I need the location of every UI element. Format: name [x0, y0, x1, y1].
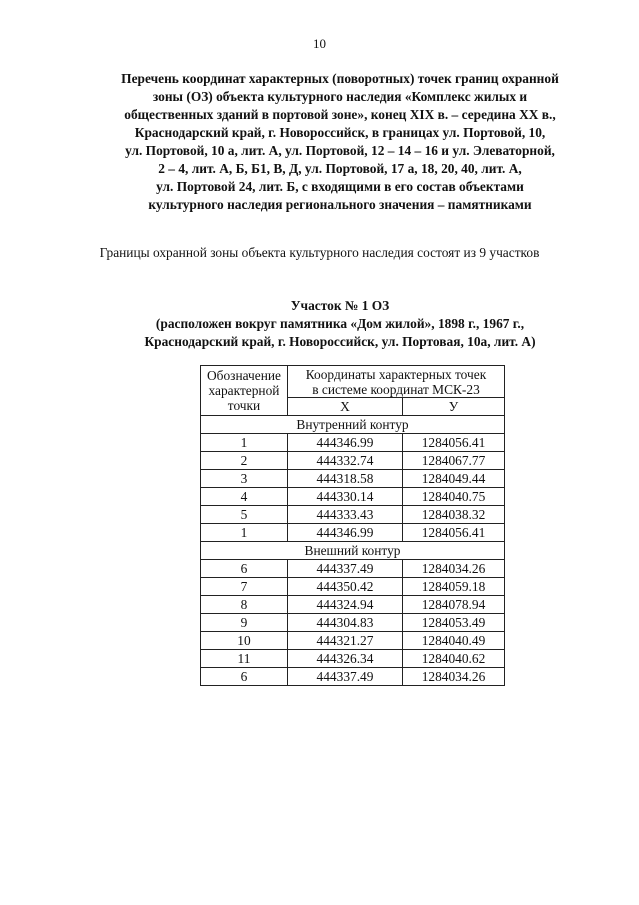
cell-point: 3: [201, 470, 288, 488]
table-row: [201, 434, 505, 452]
cell-point: 2: [201, 452, 288, 470]
section-subtitle-line: Краснодарский край, г. Новороссийск, ул. Портовая, 10а, лит. А): [144, 334, 536, 349]
cell-x: 444318.58: [288, 470, 403, 488]
coordinates-table: [200, 365, 505, 686]
cell-x: 444346.99: [288, 434, 403, 452]
cell-y: 1284078.94: [403, 596, 505, 614]
table-row: [201, 470, 505, 488]
header-coordinates-line: Координаты характерных точек: [305, 367, 487, 382]
intro-paragraph: Границы охранной зоны объекта культурного наследия состоят из 9 участков: [99, 245, 540, 260]
cell-y: 1284040.49: [403, 632, 505, 650]
table-row: [201, 668, 505, 686]
header-point-line: Обозначение: [207, 368, 281, 383]
cell-point: 6: [201, 668, 288, 686]
title-line: зоны (ОЗ) объекта культурного наследия «Комплекс жилых и: [152, 89, 528, 104]
table-row: [201, 614, 505, 632]
cell-x: 444326.34: [288, 650, 403, 668]
cell-x: 444350.42: [288, 578, 403, 596]
cell-y: 1284034.26: [403, 668, 505, 686]
title-line: культурного наследия регионального значения – памятниками: [148, 197, 532, 212]
group-label-row: [201, 542, 505, 560]
cell-y: 1284067.77: [403, 452, 505, 470]
header-point-designation: [201, 366, 288, 416]
cell-x: 444321.27: [288, 632, 403, 650]
table-row: [201, 596, 505, 614]
cell-y: 1284056.41: [403, 434, 505, 452]
cell-point: 6: [201, 560, 288, 578]
cell-x: 444337.49: [288, 560, 403, 578]
cell-point: 5: [201, 506, 288, 524]
table-row: [201, 524, 505, 542]
cell-x: 444330.14: [288, 488, 403, 506]
cell-y: 1284059.18: [403, 578, 505, 596]
header-point-line: характерной: [208, 383, 280, 398]
cell-x: 444324.94: [288, 596, 403, 614]
group-label-row: [201, 416, 505, 434]
document-title: [80, 70, 600, 214]
cell-y: 1284049.44: [403, 470, 505, 488]
title-line: ул. Портовой, 10 а, лит. А, ул. Портовой, 12 – 14 – 16 и ул. Элеваторной,: [125, 143, 555, 158]
cell-point: 9: [201, 614, 288, 632]
cell-x: 444333.43: [288, 506, 403, 524]
title-line: 2 – 4, лит. А, Б, Б1, В, Д, ул. Портовой, 17 а, 18, 20, 40, лит. А,: [158, 161, 522, 176]
table-row: [201, 650, 505, 668]
cell-y: 1284040.62: [403, 650, 505, 668]
cell-x: 444346.99: [288, 524, 403, 542]
group-label-outer-contour: Внешний контур: [201, 542, 505, 560]
title-line: Перечень координат характерных (поворотных) точек границ охранной: [121, 71, 559, 86]
cell-point: 7: [201, 578, 288, 596]
header-x: X: [288, 398, 403, 416]
cell-x: 444332.74: [288, 452, 403, 470]
section-title: Участок № 1 ОЗ: [290, 298, 390, 313]
header-point-line: точки: [227, 398, 261, 413]
header-coordinates: [288, 366, 505, 398]
table-row: [201, 632, 505, 650]
header-coordinates-line: в системе координат МСК-23: [312, 382, 480, 397]
table-header-row: [201, 366, 505, 398]
cell-point: 4: [201, 488, 288, 506]
cell-point: 1: [201, 524, 288, 542]
group-label-inner-contour: Внутренний контур: [201, 416, 505, 434]
cell-point: 10: [201, 632, 288, 650]
title-line: Краснодарский край, г. Новороссийск, в границах ул. Портовой, 10,: [134, 125, 546, 140]
cell-x: 444337.49: [288, 668, 403, 686]
cell-x: 444304.83: [288, 614, 403, 632]
table-row: [201, 452, 505, 470]
table-row: [201, 578, 505, 596]
section-subtitle-line: (расположен вокруг памятника «Дом жилой», 1898 г., 1967 г.,: [155, 316, 525, 331]
table-row: [201, 488, 505, 506]
page-number: 10: [313, 36, 326, 51]
title-line: ул. Портовой 24, лит. Б, с входящими в его состав объектами: [156, 179, 524, 194]
table-row: [201, 506, 505, 524]
header-y: У: [403, 398, 505, 416]
cell-point: 8: [201, 596, 288, 614]
section-heading: [90, 297, 590, 351]
cell-y: 1284034.26: [403, 560, 505, 578]
cell-y: 1284040.75: [403, 488, 505, 506]
cell-point: 1: [201, 434, 288, 452]
cell-y: 1284053.49: [403, 614, 505, 632]
cell-y: 1284038.32: [403, 506, 505, 524]
cell-y: 1284056.41: [403, 524, 505, 542]
table-row: [201, 560, 505, 578]
cell-point: 11: [201, 650, 288, 668]
title-line: общественных зданий в портовой зоне», конец XIX в. – середина XX в.,: [124, 107, 556, 122]
